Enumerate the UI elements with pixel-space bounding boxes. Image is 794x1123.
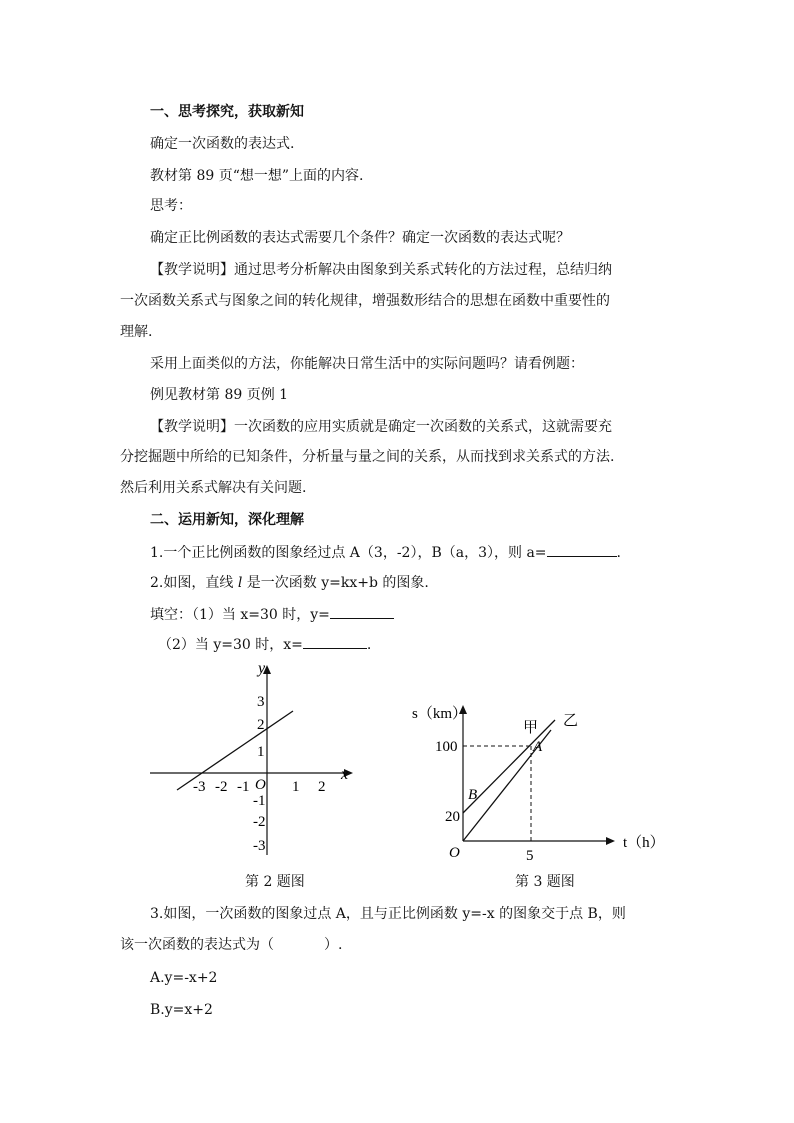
y-tick-label: 2 [257, 717, 265, 733]
teaching-note: 一次函数关系式与图象之间的转化规律，增强数形结合的思想在函数中重要性的 [120, 293, 610, 309]
question-2-fill-1 [150, 604, 394, 625]
question-2 [150, 573, 429, 593]
question-3-text: 该一次函数的表达式为（ [120, 937, 274, 953]
figure-3-caption: 第 3 题图 [515, 874, 575, 890]
teaching-note: 分挖掘题中所给的已知条件，分析量与量之间的关系，从而找到求关系式的方法. [120, 449, 615, 465]
paragraph: 采用上面类似的方法，你能解决日常生活中的实际问题吗？请看例题： [150, 356, 584, 372]
teaching-note: 【教学说明】通过思考分析解决由图象到关系式转化的方法过程，总结归纳 [150, 262, 612, 278]
s-axis-label: s（km） [412, 706, 468, 722]
paragraph: 例见教材第 89 页例 1 [150, 387, 289, 403]
x-tick-label: -2 [215, 779, 228, 795]
figure-2-graph [145, 655, 365, 860]
section2-heading: 二、运用新知，深化理解 [150, 512, 304, 528]
question-3-text: ）. [324, 937, 343, 953]
question-2-fill-2 [158, 634, 371, 655]
question-1 [150, 542, 621, 563]
section1-heading: 一、思考探究，获取新知 [150, 104, 304, 120]
fill-text: 填空：（1）当 x=30 时，y= [150, 607, 330, 623]
x-axis-label: x [341, 766, 349, 783]
y-value-100: 100 [435, 739, 458, 755]
question-3-line-2 [120, 935, 342, 955]
origin-label: O [255, 777, 266, 793]
line-l-symbol: l [237, 575, 243, 591]
answer-blank [547, 542, 617, 557]
y-tick-label: -1 [253, 793, 266, 809]
option-b: B.y=x+2 [150, 1002, 213, 1018]
question-3: 3.如图，一次函数的图象过点 A，且与正比例函数 y=-x 的图象交于点 B，则 [150, 906, 626, 922]
point-b-label: B [468, 787, 478, 803]
x-tick-label: -3 [193, 779, 206, 795]
y-tick-label: -2 [253, 814, 266, 830]
option-a: A.y=-x+2 [150, 970, 218, 986]
y-tick-label: -3 [253, 838, 266, 854]
punctuation: . [366, 637, 372, 653]
t-axis-label: t（h） [623, 835, 665, 851]
origin-label: O [449, 845, 460, 861]
question-2-text: 2.如图，直线 [150, 575, 238, 591]
y-tick-label: 1 [257, 744, 265, 760]
teaching-note: 然后利用关系式解决有关问题. [120, 480, 307, 496]
paragraph: 思考： [150, 198, 192, 214]
answer-blank [303, 634, 367, 649]
punctuation: . [616, 545, 621, 561]
figure-2-caption: 第 2 题图 [245, 874, 305, 890]
teaching-note: 理解. [120, 324, 153, 340]
label-yi: 乙 [563, 713, 579, 729]
paragraph: 确定正比例函数的表达式需要几个条件？确定一次函数的表达式呢？ [150, 230, 570, 246]
point-a-label: A [533, 739, 543, 755]
y-value-20: 20 [445, 809, 460, 825]
t-axis-arrow [606, 837, 615, 845]
question-1-text: 1.一个正比例函数的图象经过点 A（3，-2），B（a，3），则 a= [150, 545, 547, 561]
question-2-text: 是一次函数 y=kx+b 的图象. [242, 575, 429, 591]
x-value-5: 5 [526, 848, 534, 864]
paragraph: 确定一次函数的表达式. [150, 136, 295, 152]
paragraph: 教材第 89 页“想一想”上面的内容. [150, 168, 364, 184]
y-tick-label: 3 [257, 694, 265, 710]
figure-3-graph [405, 700, 690, 865]
teaching-note: 【教学说明】一次函数的应用实质就是确定一次函数的关系式，这就需要充 [150, 419, 612, 435]
y-axis-label: y [258, 660, 266, 677]
x-tick-label: 1 [292, 779, 300, 795]
x-tick-label: -1 [237, 779, 250, 795]
label-jia: 甲 [523, 720, 539, 736]
fill-text: （2）当 y=30 时，x= [158, 637, 303, 653]
answer-blank [330, 604, 394, 619]
x-tick-label: 2 [318, 779, 326, 795]
